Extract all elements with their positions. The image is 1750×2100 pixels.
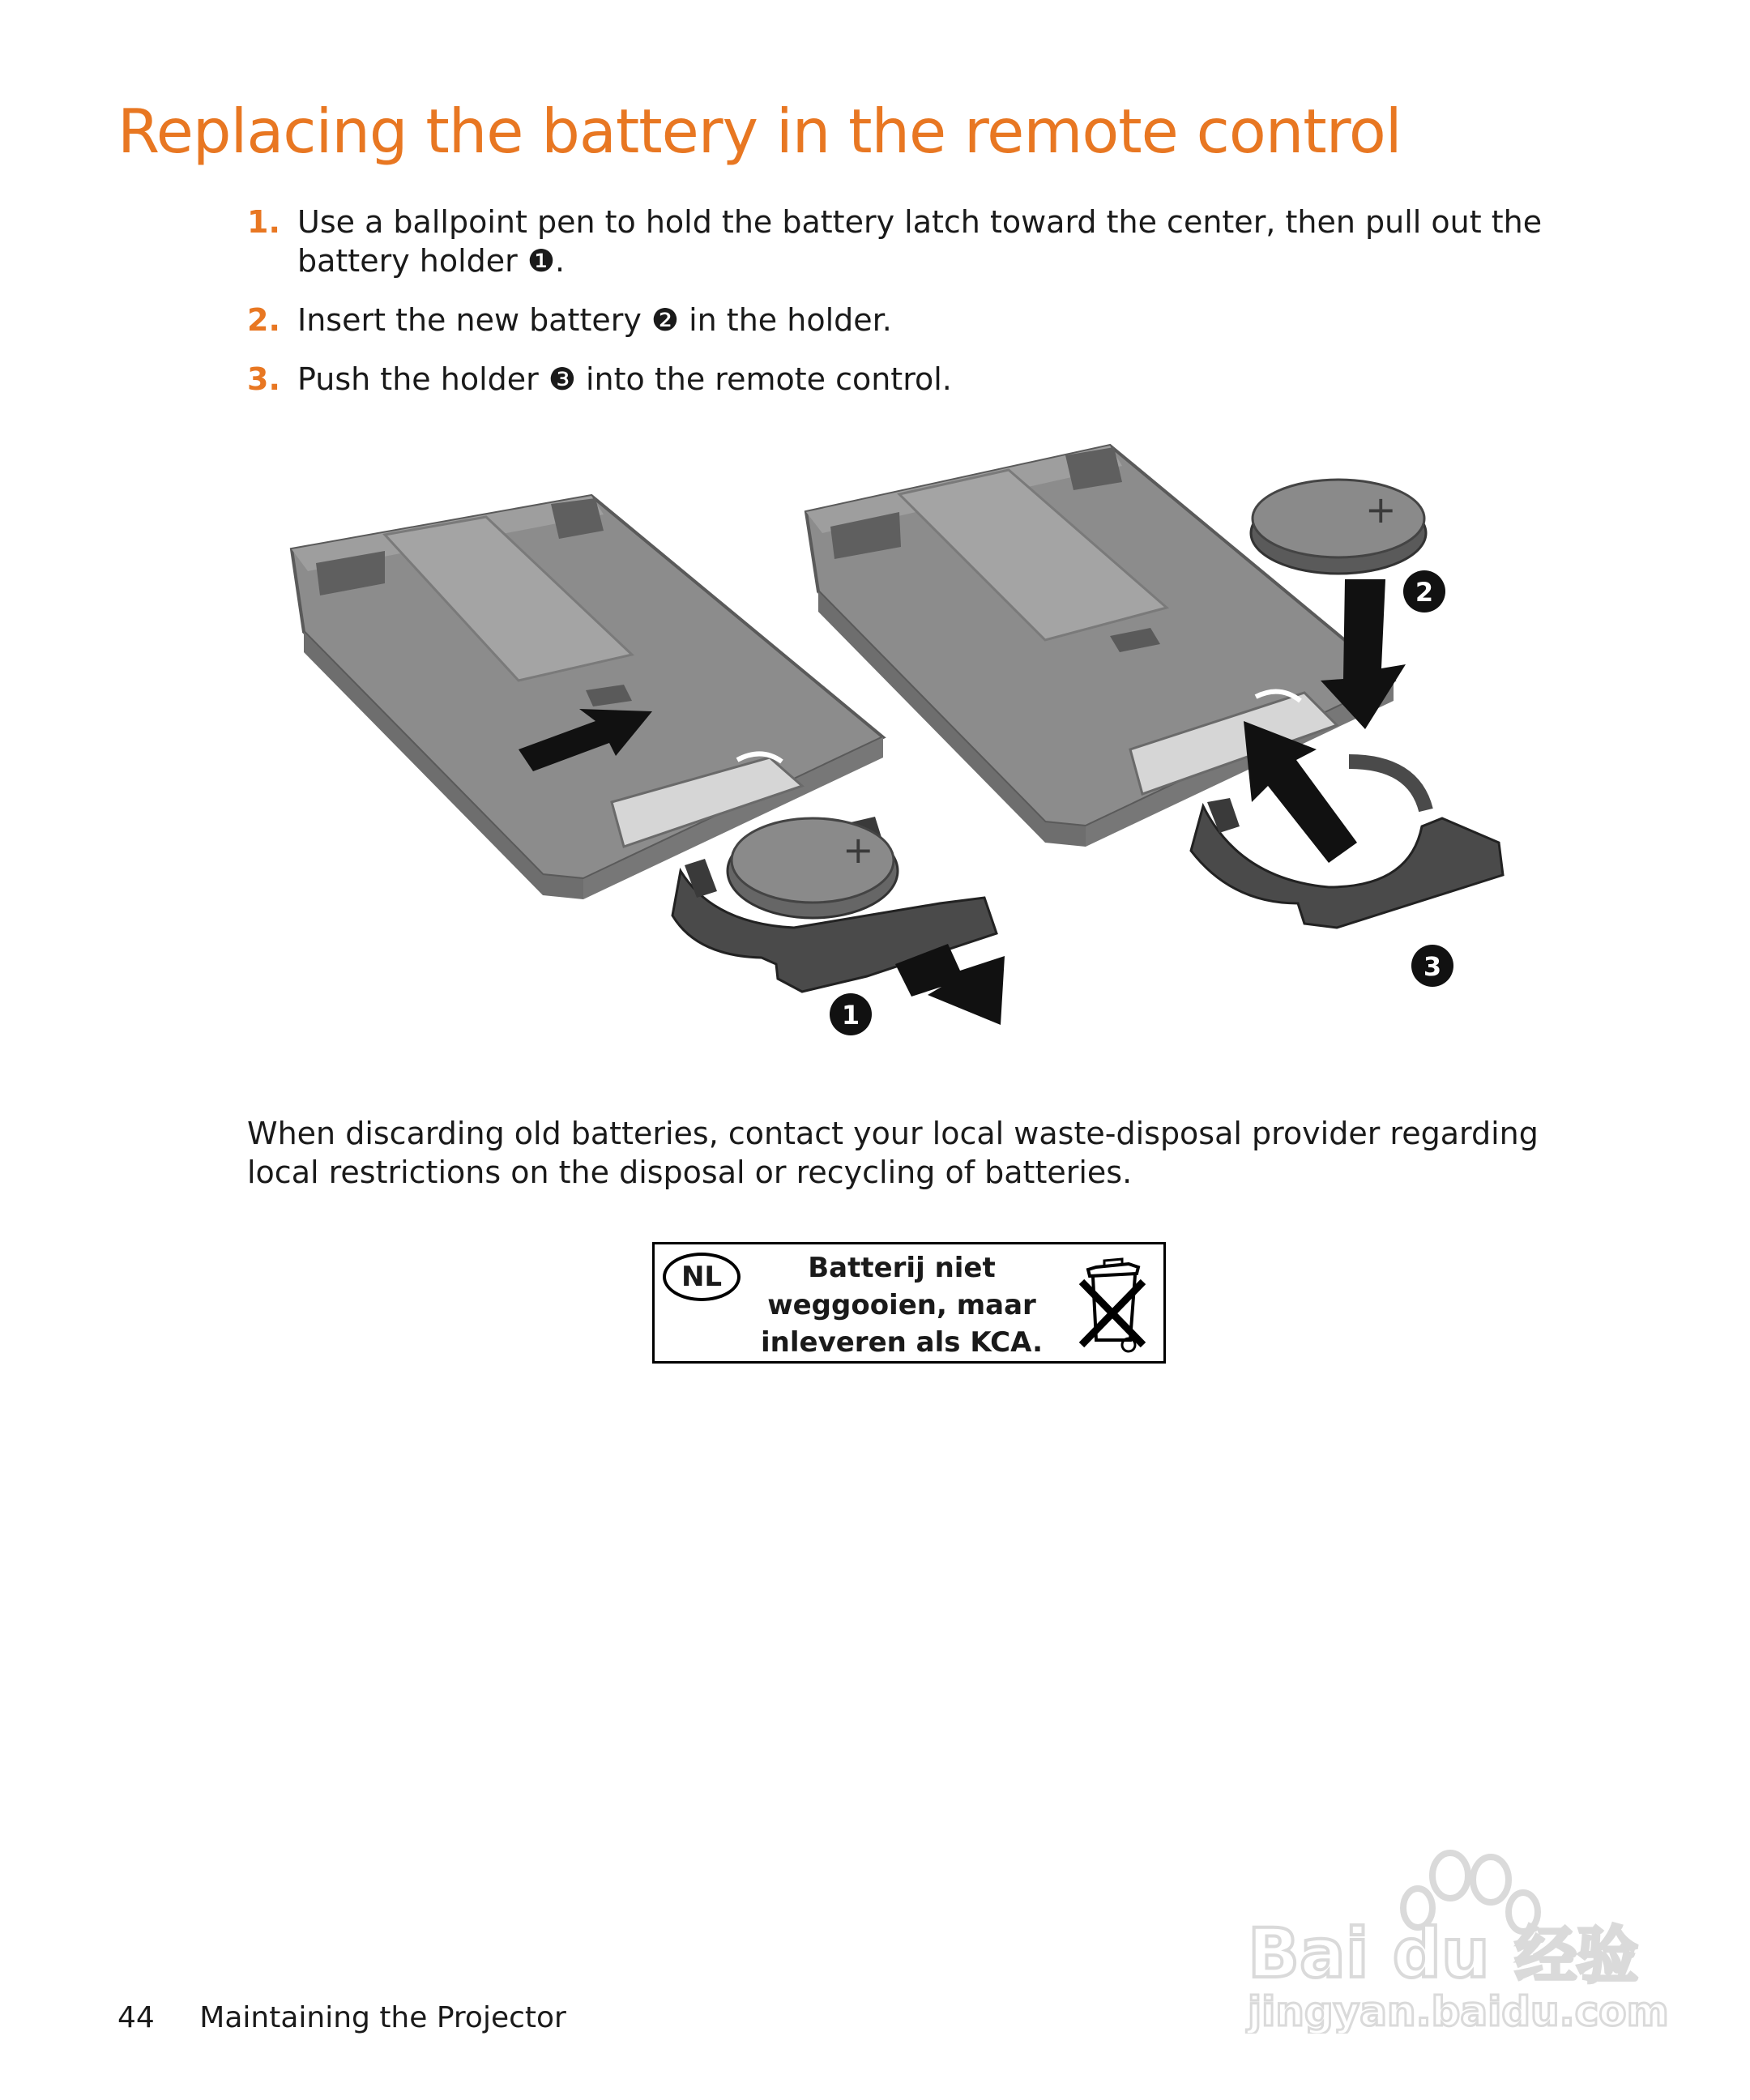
callout-3 [1411, 945, 1453, 987]
page-footer [117, 2001, 566, 2034]
step-number: 1. [247, 204, 280, 240]
step-text-end: into the remote control. [575, 361, 952, 397]
step-3 [247, 360, 1543, 399]
battery-replacement-illustration [275, 438, 1523, 1086]
label-line-2: weggooien, maar [767, 1289, 1036, 1321]
battery-plus-sign: + [843, 828, 874, 872]
watermark-url: jingyan.baidu.com [1248, 1988, 1669, 2034]
step-number: 3. [247, 361, 280, 397]
watermark-brand-cn: 经验 [1515, 1919, 1638, 1991]
instruction-steps [247, 203, 1543, 419]
callout-2-marker: ❷ [651, 302, 679, 338]
svg-text:3: 3 [1423, 951, 1442, 982]
step-2 [247, 301, 1543, 339]
label-line-3: inleveren als KCA. [761, 1326, 1043, 1359]
country-badge: NL [663, 1253, 741, 1301]
callout-2 [1403, 570, 1445, 612]
step-text: Push the holder [297, 361, 548, 397]
step-text-end: in the holder. [679, 302, 892, 338]
disposal-note: When discarding old batteries, contact your local waste-disposal provider regarding local restrictions on the disposal or recycling of batteries. [247, 1116, 1539, 1190]
battery-disposal-label [652, 1242, 1166, 1364]
step-1 [247, 203, 1543, 280]
baidu-watermark [1231, 1839, 1669, 2034]
section-title: Maintaining the Projector [199, 2001, 566, 2034]
label-text [744, 1249, 1060, 1361]
step-text-end: . [554, 243, 566, 279]
callout-3-marker: ❸ [548, 361, 576, 397]
svg-text:2: 2 [1415, 577, 1434, 608]
battery-plus-sign: + [1365, 488, 1397, 531]
page-number: 44 [117, 2001, 155, 2034]
callout-1-marker: ❶ [527, 243, 555, 279]
label-line-1: Batterij niet [808, 1252, 996, 1284]
new-battery-2 [1251, 480, 1426, 574]
step-number: 2. [247, 302, 280, 338]
svg-text:1: 1 [841, 1000, 860, 1031]
page-title: Replacing the battery in the remote control [117, 96, 1402, 167]
crossed-out-bin-icon [1072, 1249, 1153, 1359]
watermark-brand: Bai du [1248, 1914, 1490, 1993]
step-text: Insert the new battery [297, 302, 651, 338]
callout-1 [830, 993, 872, 1035]
step-text: Use a ballpoint pen to hold the battery latch toward the center, then pull out the battery holder [297, 204, 1543, 279]
